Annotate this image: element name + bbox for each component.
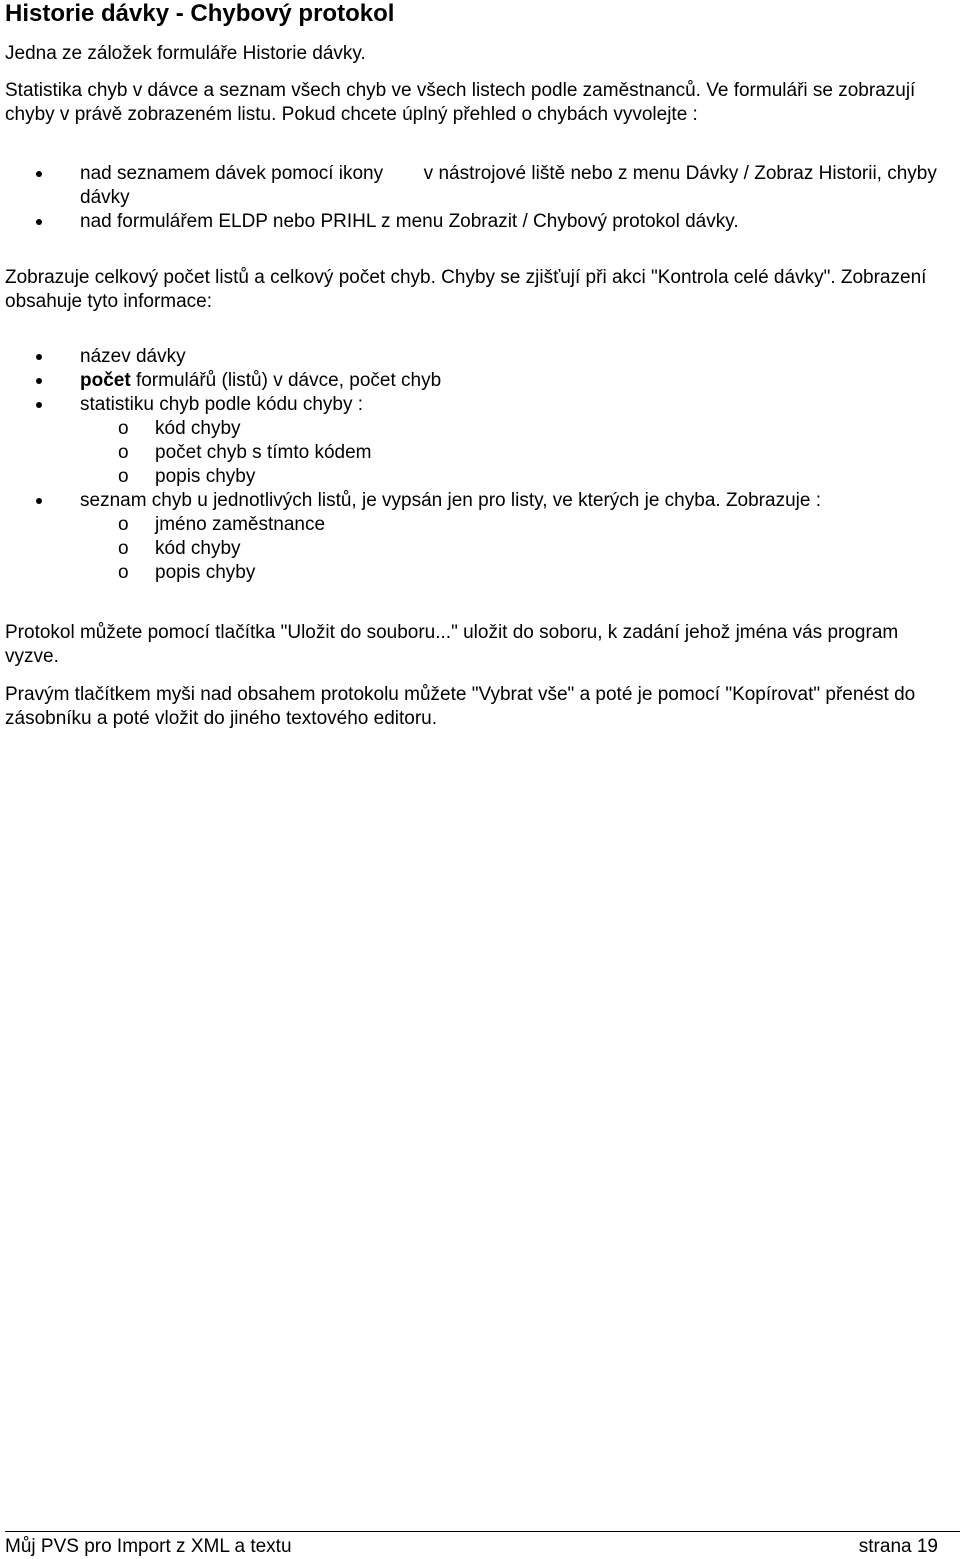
list-item-text: seznam chyb u jednotlivých listů, je vypsán jen pro listy, ve kterých je chyba. Zobrazuje : <box>80 490 821 511</box>
info-list <box>5 345 945 585</box>
display-paragraph: Zobrazuje celkový počet listů a celkový počet chyb. Chyby se zjišťují při akci "Kontrola celé dávky". Zobrazení obsahuje tyto informace: <box>5 267 927 312</box>
intro-paragraph: Jedna ze záložek formuláře Historie dávky. <box>5 43 366 64</box>
footer-divider <box>5 1531 960 1532</box>
list-item-text-start: nad seznamem dávek pomocí ikony <box>80 163 384 184</box>
save-paragraph: Protokol můžete pomocí tlačítka "Uložit do souboru..." uložit do soboru, k zadání jehož jména vás program vyzve. <box>5 622 899 667</box>
sub-list-item: o kód chyby <box>5 537 945 561</box>
sub-list <box>80 417 945 489</box>
page-number: strana 19 <box>858 1536 938 1557</box>
list-item-text-end: v nástrojové liště nebo z menu Dávky / Zobraz Historii, chyby dávky <box>80 163 937 208</box>
sub-list-item: o popis chyby <box>5 465 945 489</box>
history-icon <box>388 165 418 183</box>
list-item-text: formulářů (listů) v dávce, počet chyb <box>130 370 442 391</box>
sub-list <box>80 513 945 585</box>
bold-term: počet <box>80 370 131 391</box>
overview-options-list <box>5 162 945 234</box>
list-item: nad formulářem ELDP nebo PRIHL z menu Zobrazit / Chybový protokol dávky. <box>5 210 945 234</box>
sub-list-item: o počet chyb s tímto kódem <box>5 441 945 465</box>
copy-paragraph: Pravým tlačítkem myši nad obsahem protokolu můžete "Vybrat vše" a poté je pomocí "Kopírovat" přenést do zásobníku a poté vložit do jiného textového editoru. <box>5 684 916 729</box>
list-item <box>5 489 945 585</box>
sub-list-item: o popis chyby <box>5 561 945 585</box>
sub-list-item: o kód chyby <box>5 417 945 441</box>
list-item <box>5 393 945 489</box>
footer-title: Můj PVS pro Import z XML a textu <box>5 1536 292 1557</box>
page-title: Historie dávky - Chybový protokol <box>5 0 395 27</box>
list-item <box>5 162 945 210</box>
statistics-paragraph: Statistika chyb v dávce a seznam všech chyb ve všech listech podle zaměstnanců. Ve formuláři se zobrazují chyby v právě zobrazeném listu. Pokud chcete úplný přehled o chybách vyvolejte : <box>5 80 916 125</box>
list-item-text: statistiku chyb podle kódu chyby : <box>80 394 364 415</box>
sub-list-item: o jméno zaměstnance <box>5 513 945 537</box>
list-item <box>5 369 945 393</box>
list-item: název dávky <box>5 345 945 369</box>
